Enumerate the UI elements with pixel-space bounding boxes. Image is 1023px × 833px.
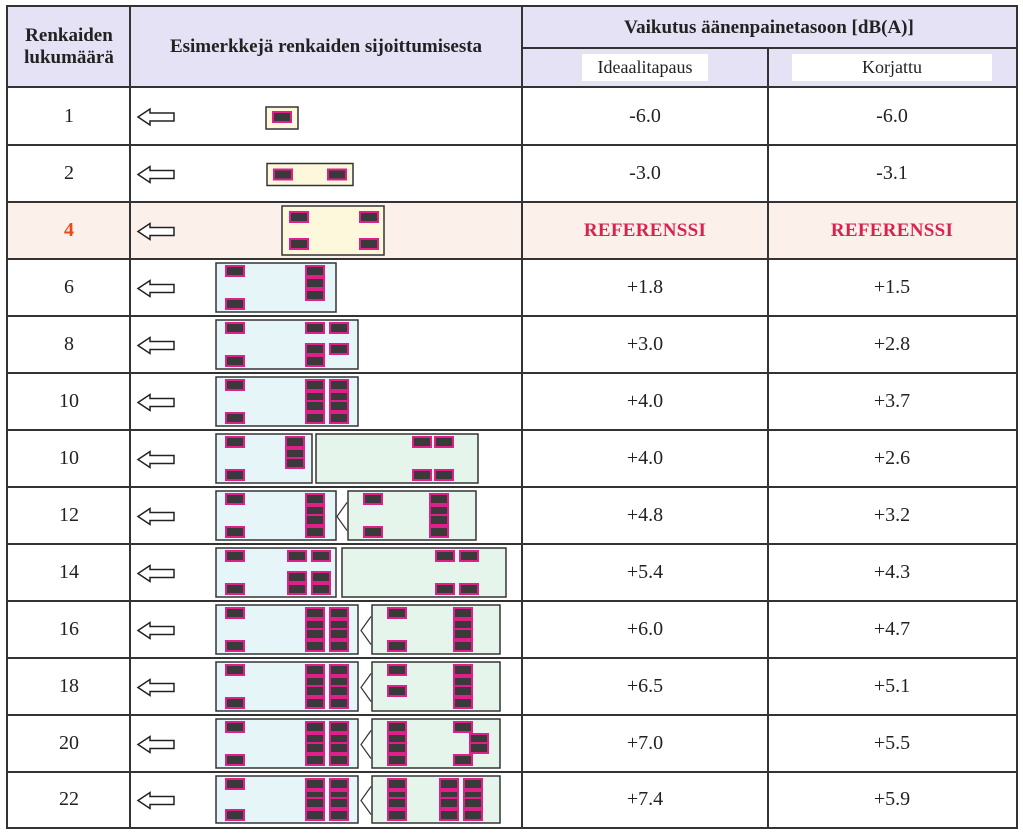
tire-icon <box>388 779 406 789</box>
tire-icon <box>226 266 244 276</box>
left-arrow-outline-icon <box>138 109 174 125</box>
row-tire-count: 18 <box>59 675 79 697</box>
vehicle-diagram <box>132 431 520 486</box>
tire-icon <box>413 470 431 480</box>
tire-icon <box>226 665 244 675</box>
row-ideal-value: +1.8 <box>626 276 664 298</box>
tire-icon <box>226 722 244 732</box>
tire-icon <box>454 755 472 765</box>
vehicle-diagram <box>132 88 520 144</box>
row-tire-count: 16 <box>59 618 79 640</box>
tire-icon <box>454 608 472 618</box>
tire-icon <box>430 527 448 537</box>
tire-icon <box>288 584 306 594</box>
tire-icon <box>454 629 472 639</box>
vehicle-diagram <box>132 773 520 826</box>
tire-icon <box>330 698 348 708</box>
row-ideal-value: +4.0 <box>626 447 664 469</box>
tire-icon <box>306 722 324 732</box>
tire-icon <box>226 779 244 789</box>
row-corrected-value: +1.5 <box>873 276 911 298</box>
tire-icon <box>306 798 324 808</box>
tire-icon <box>328 170 346 180</box>
tire-icon <box>306 629 324 639</box>
tire-icon <box>364 527 382 537</box>
row-tire-count: 10 <box>59 390 79 412</box>
row-corrected-value: +2.6 <box>873 447 911 469</box>
row-tire-count: 1 <box>64 104 74 127</box>
tire-icon <box>286 458 304 468</box>
trailer-hitch <box>361 787 371 815</box>
tire-icon <box>440 779 458 789</box>
tire-icon <box>312 584 330 594</box>
row-corrected-value: +3.2 <box>873 504 911 526</box>
tire-icon <box>226 437 244 447</box>
left-arrow-outline-icon <box>138 566 174 582</box>
row-ideal-value: +6.0 <box>626 618 664 640</box>
tire-icon <box>306 641 324 651</box>
grid-vertical-line <box>767 48 769 827</box>
tire-icon <box>226 380 244 390</box>
tire-icon <box>312 572 330 582</box>
row-corrected-value: -6.0 <box>876 104 908 127</box>
row-ideal-value: +3.0 <box>626 333 664 355</box>
grid-vertical-line <box>129 7 131 827</box>
tire-icon <box>306 527 324 537</box>
tire-noise-table <box>6 5 1018 829</box>
tire-icon <box>330 779 348 789</box>
tire-icon <box>306 356 324 366</box>
header-examples: Esimerkkejä renkaiden sijoittumisesta <box>130 7 522 87</box>
tire-icon <box>388 608 406 618</box>
tire-icon <box>226 470 244 480</box>
tire-icon <box>464 798 482 808</box>
row-tire-count: 6 <box>64 276 74 298</box>
row-tire-count: 8 <box>64 333 74 355</box>
row-corrected-value: +5.1 <box>873 675 911 697</box>
tire-icon <box>306 755 324 765</box>
vehicle-diagram <box>132 146 520 201</box>
tire-icon <box>330 743 348 753</box>
trailer-hitch <box>337 503 347 531</box>
tire-icon <box>330 344 348 354</box>
row-tire-count: 4 <box>64 219 74 241</box>
tire-icon <box>435 437 453 447</box>
tire-icon <box>330 798 348 808</box>
tire-icon <box>226 698 244 708</box>
row-tire-count: 20 <box>59 732 79 754</box>
tire-icon <box>306 401 324 411</box>
tire-icon <box>226 810 244 820</box>
tire-icon <box>454 686 472 696</box>
tire-icon <box>388 641 406 651</box>
tire-icon <box>330 380 348 390</box>
tire-icon <box>436 584 454 594</box>
left-arrow-outline-icon <box>138 680 174 696</box>
vehicle-diagram <box>132 317 520 372</box>
vehicle-diagram <box>132 545 520 600</box>
tire-icon <box>388 755 406 765</box>
left-arrow-outline-icon <box>138 167 174 183</box>
row-corrected-value: -3.1 <box>876 162 908 184</box>
grid-horizontal-line <box>522 47 1016 49</box>
vehicle-diagram <box>132 260 520 315</box>
vehicle-diagram <box>132 602 520 657</box>
tire-icon <box>436 551 454 561</box>
tire-icon <box>464 779 482 789</box>
row-tire-count: 14 <box>59 561 79 583</box>
tire-icon <box>330 413 348 423</box>
left-arrow-outline-icon <box>138 509 174 525</box>
tire-icon <box>430 494 448 504</box>
tire-icon <box>430 515 448 525</box>
vehicle-diagram <box>132 203 520 258</box>
tire-icon <box>306 494 324 504</box>
tire-icon <box>226 608 244 618</box>
tire-icon <box>364 494 382 504</box>
tire-icon <box>306 413 324 423</box>
tire-icon <box>360 239 378 249</box>
row-ideal-value: +7.4 <box>626 788 664 810</box>
tire-icon <box>388 798 406 808</box>
row-ideal-value: REFERENSSI <box>583 219 707 241</box>
header-ideal <box>522 48 768 87</box>
row-tire-count: 10 <box>59 447 79 469</box>
tire-icon <box>306 278 324 288</box>
tire-icon <box>306 608 324 618</box>
tire-icon <box>388 722 406 732</box>
tire-icon <box>226 527 244 537</box>
tire-icon <box>330 323 348 333</box>
header-effect: Vaikutus äänenpainetasoon [dB(A)] <box>522 7 1016 48</box>
tire-icon <box>330 722 348 732</box>
row-corrected-value: +5.5 <box>873 732 911 754</box>
tire-icon <box>226 641 244 651</box>
tire-icon <box>460 551 478 561</box>
row-corrected-value: +5.9 <box>873 788 911 810</box>
tire-icon <box>290 212 308 222</box>
trailer-hitch <box>361 617 371 645</box>
row-corrected-value: +3.7 <box>873 390 911 412</box>
tire-icon <box>306 290 324 300</box>
trailer-hitch <box>361 731 371 759</box>
trailer-hitch <box>361 674 371 702</box>
tire-icon <box>440 810 458 820</box>
row-corrected-value: +4.7 <box>873 618 911 640</box>
tire-icon <box>306 698 324 708</box>
row-ideal-value: -3.0 <box>629 162 661 184</box>
tire-icon <box>306 344 324 354</box>
tire-icon <box>274 170 292 180</box>
tire-icon <box>388 686 406 696</box>
tire-icon <box>330 686 348 696</box>
row-tire-count: 22 <box>59 788 79 810</box>
tire-icon <box>388 665 406 675</box>
tire-icon <box>226 551 244 561</box>
left-arrow-outline-icon <box>138 395 174 411</box>
tire-icon <box>470 743 488 753</box>
tire-icon <box>330 810 348 820</box>
header-corrected-label: Korjattu <box>792 54 992 81</box>
row-corrected-value: +2.8 <box>873 333 911 355</box>
tire-icon <box>226 323 244 333</box>
left-arrow-outline-icon <box>138 338 174 354</box>
row-ideal-value: +6.5 <box>626 675 664 697</box>
tire-icon <box>306 665 324 675</box>
tire-icon <box>288 572 306 582</box>
left-arrow-outline-icon <box>138 737 174 753</box>
tire-icon <box>413 437 431 447</box>
tire-icon <box>306 779 324 789</box>
tire-icon <box>454 641 472 651</box>
row-ideal-value: +5.4 <box>626 561 664 583</box>
header-ideal-label: Ideaalitapaus <box>582 54 709 81</box>
tire-icon <box>226 299 244 309</box>
tire-icon <box>306 810 324 820</box>
tire-icon <box>360 212 378 222</box>
tire-icon <box>286 437 304 447</box>
header-corrected <box>768 48 1016 87</box>
vehicle-diagram <box>132 374 520 429</box>
tire-icon <box>454 722 472 732</box>
tire-icon <box>330 401 348 411</box>
tire-icon <box>306 380 324 390</box>
tire-icon <box>290 239 308 249</box>
tire-icon <box>435 470 453 480</box>
vehicle-diagram <box>132 659 520 714</box>
tire-icon <box>330 641 348 651</box>
row-ideal-value: +7.0 <box>626 732 664 754</box>
tire-icon <box>273 112 291 122</box>
tire-icon <box>388 743 406 753</box>
tire-icon <box>288 551 306 561</box>
tire-icon <box>440 798 458 808</box>
tire-icon <box>306 743 324 753</box>
left-arrow-outline-icon <box>138 281 174 297</box>
tire-icon <box>330 629 348 639</box>
tire-icon <box>226 494 244 504</box>
tire-icon <box>330 755 348 765</box>
tire-icon <box>226 356 244 366</box>
tire-icon <box>454 665 472 675</box>
vehicle-diagram <box>132 488 520 543</box>
row-tire-count: 12 <box>59 504 79 526</box>
row-ideal-value: -6.0 <box>629 104 661 127</box>
left-arrow-outline-icon <box>138 224 174 240</box>
tire-icon <box>306 323 324 333</box>
tire-icon <box>330 665 348 675</box>
tire-icon <box>226 755 244 765</box>
row-ideal-value: +4.8 <box>626 504 664 526</box>
vehicle-diagram <box>132 716 520 771</box>
tire-icon <box>226 584 244 594</box>
tire-icon <box>388 810 406 820</box>
row-ideal-value: +4.0 <box>626 390 664 412</box>
header-tire-count: Renkaiden lukumäärä <box>8 7 130 87</box>
left-arrow-outline-icon <box>138 793 174 809</box>
tire-icon <box>226 413 244 423</box>
tire-icon <box>306 266 324 276</box>
vehicle-body <box>342 548 506 597</box>
tire-icon <box>312 551 330 561</box>
row-corrected-value: +4.3 <box>873 561 911 583</box>
tire-icon <box>464 810 482 820</box>
left-arrow-outline-icon <box>138 452 174 468</box>
tire-icon <box>306 515 324 525</box>
row-tire-count: 2 <box>64 162 74 184</box>
grid-vertical-line <box>521 7 523 827</box>
tire-icon <box>306 686 324 696</box>
left-arrow-outline-icon <box>138 623 174 639</box>
tire-icon <box>454 698 472 708</box>
tire-icon <box>330 608 348 618</box>
row-corrected-value: REFERENSSI <box>830 219 954 241</box>
tire-icon <box>460 584 478 594</box>
